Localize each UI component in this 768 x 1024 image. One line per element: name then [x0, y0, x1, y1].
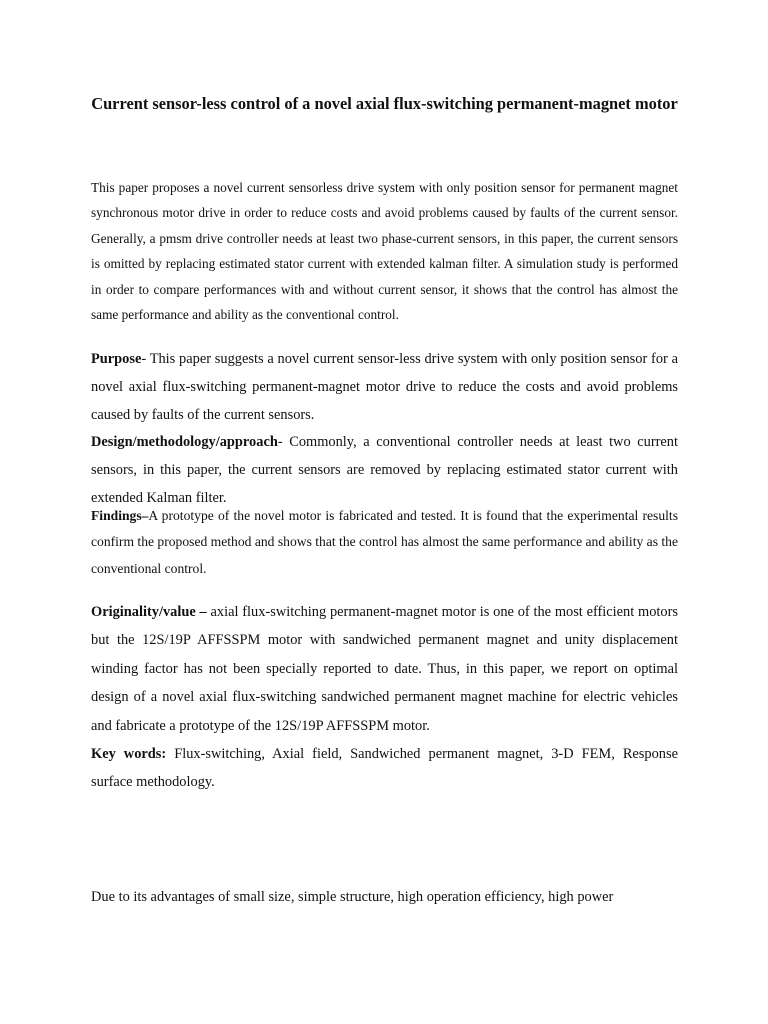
findings-label: Findings–: [91, 508, 149, 523]
findings-text: A prototype of the novel motor is fabricated and tested. It is found that the experimental results confirm the proposed method and shows that the control has almost the same performance and ability as the conventional control.: [91, 508, 679, 576]
purpose-label: Purpose: [91, 351, 142, 367]
keywords-text: Flux-switching, Axial field, Sandwiched permanent magnet, 3-D FEM, Response surface methodology.: [91, 746, 678, 790]
design-label: Design/methodology/approach: [91, 434, 278, 450]
originality-text: axial flux-switching permanent-magnet motor is one of the most efficient motors but the 12S/19P AFFSSPM motor with sandwiched permanent magnet and unity displacement winding factor has not been specially reported to date. Thus, in this paper, we report on optimal design of a novel axial flux-switching sandwiched permanent magnet machine for electric vehicles and fabricate a prototype of the 12S/19P AFFSSPM motor.: [91, 604, 679, 734]
originality-paragraph: [91, 598, 678, 740]
intro-paragraph: Due to its advantages of small size, simple structure, high operation efficiency, high power: [91, 889, 614, 905]
design-paragraph: [91, 428, 678, 512]
design-text: - Commonly, a conventional controller needs at least two current sensors, in this paper, the current sensors are removed by replacing estimated stator current with extended Kalman filter.: [91, 434, 678, 506]
abstract-paragraph: This paper proposes a novel current sensorless drive system with only position sensor for permanent magnet synchronous motor drive in order to reduce costs and avoid problems caused by faults of the current sensor. Generally, a pmsm drive controller needs at least two phase-current sensors, in this paper, the current sensors is omitted by replacing estimated stator current with extended kalman filter. A simulation study is performed in order to compare performances with and without current sensor, it shows that the control has almost the same performance and ability as the conventional control.: [91, 180, 678, 323]
keywords-label: Key words:: [91, 746, 167, 762]
paper-title: Current sensor-less control of a novel axial flux-switching permanent-magnet motor: [91, 94, 678, 113]
purpose-text: - This paper suggests a novel current sensor-less drive system with only position sensor for a novel axial flux-switching permanent-magnet motor drive to reduce the costs and avoid problems caused by faults of the current sensors.: [91, 351, 678, 423]
document-page: [91, 0, 678, 1024]
purpose-paragraph: [91, 345, 678, 429]
keywords-paragraph: [91, 740, 678, 796]
originality-label: Originality/value –: [91, 604, 207, 620]
findings-paragraph: [91, 503, 678, 582]
